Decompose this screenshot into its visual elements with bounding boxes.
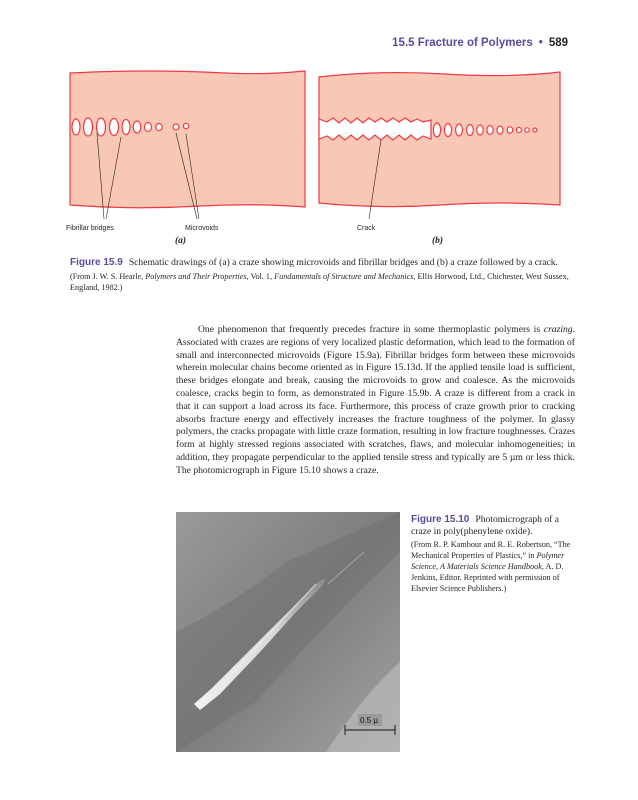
- microvoid: [525, 128, 529, 132]
- section-title: 15.5 Fracture of Polymers: [392, 37, 533, 49]
- microvoid: [477, 125, 483, 135]
- header-separator: •: [538, 37, 543, 49]
- microvoid: [110, 119, 119, 136]
- microvoid: [507, 127, 513, 133]
- label-microvoids: Microvoids: [185, 225, 219, 232]
- paragraph-crazing: One phenomenon that frequently precedes fracture in some thermoplastic polymers is crazing. Associated with crazes are regions of very localized plastic deformation, which lead to the formation of small and interconnected microvoids (Figure 15.9a). Fibrillar bridges form between these microvoids wherein molecular chains become oriented as in Figure 15.13d. If the applied tensile load is sufficient, these bridges elongate and break, causing the microvoids to grow and coalesce. As the microvoids coalesce, cracks begin to form, as demonstrated in Figure 15.9b. A craze is different from a crack in that it can support a load across its face. Furthermore, this process of craze growth prior to cracking absorbs fracture energy and effectively increases the fracture toughness of the polymer. In glassy polymers, the cracks propagate with little craze formation, resulting in low fracture toughnesses. Crazes form at highly stressed regions associated with scratches, flaws, and molecular inhomogeneities; in addition, they propagate perpendicular to the applied tensile stress and typically are 5 µm or less thick. The photomicrograph in Figure 15.10 shows a craze.: [176, 324, 575, 476]
- panel-b-polymer-slab: [319, 72, 560, 207]
- microvoid: [487, 126, 493, 135]
- microvoid: [122, 120, 130, 135]
- microvoid: [456, 124, 463, 136]
- figure-15-10-credit: (From R. P. Kambour and R. E. Robertson, “The Mechanical Properties of Plastics,” in Polymer Science, A Materials Science Handbook, A. D. Jenkins, Editor. Reprinted with permission of Elsevier Science Publishers.): [411, 540, 571, 593]
- subfigure-b-label: (b): [432, 236, 444, 246]
- microvoid: [156, 124, 162, 131]
- microvoid: [433, 123, 440, 137]
- figure-15-9-credit: (From J. W. S. Hearle, Polymers and Their Properties, Vol. 1, Fundamentals of Structure and Mechanics, Ellis Horwood, Ltd., Chichester, West Sussex, England, 1982.): [70, 272, 569, 292]
- figure-15-9-label: Figure 15.9: [70, 257, 123, 268]
- microvoid: [133, 121, 141, 133]
- microvoid: [84, 118, 93, 136]
- body-text: [176, 324, 575, 478]
- scale-bar-label: 0.5 µ: [360, 716, 378, 725]
- microvoid: [145, 123, 152, 132]
- figure-15-10-caption-text: Photomicrograph of a craze in poly(phenylene oxide).: [411, 514, 560, 537]
- microvoid: [497, 126, 503, 134]
- craze-photomicrograph: [176, 512, 400, 752]
- microvoid: [444, 124, 451, 137]
- panel-a-polymer-slab: [70, 71, 305, 208]
- figure-15-10-caption: [411, 514, 581, 594]
- label-fibrillar-bridges: Fibrillar bridges: [66, 225, 114, 232]
- microvoid: [517, 127, 522, 132]
- microvoid: [467, 125, 474, 136]
- figure-15-10-label: Figure 15.10: [411, 514, 470, 525]
- craze-schematic-figure: [0, 0, 638, 250]
- microvoid: [533, 128, 537, 132]
- microvoid: [72, 119, 80, 135]
- microvoid: [97, 118, 106, 136]
- microvoid: [183, 123, 188, 128]
- microvoid: [173, 124, 179, 130]
- subfigure-a-label: (a): [175, 236, 187, 246]
- label-crack: Crack: [357, 225, 376, 232]
- figure-15-9-caption: [70, 257, 575, 293]
- figure-15-9-caption-text: Schematic drawings of (a) a craze showing microvoids and fibrillar bridges and (b) a craze followed by a crack.: [128, 257, 558, 268]
- page-number: 589: [548, 37, 568, 49]
